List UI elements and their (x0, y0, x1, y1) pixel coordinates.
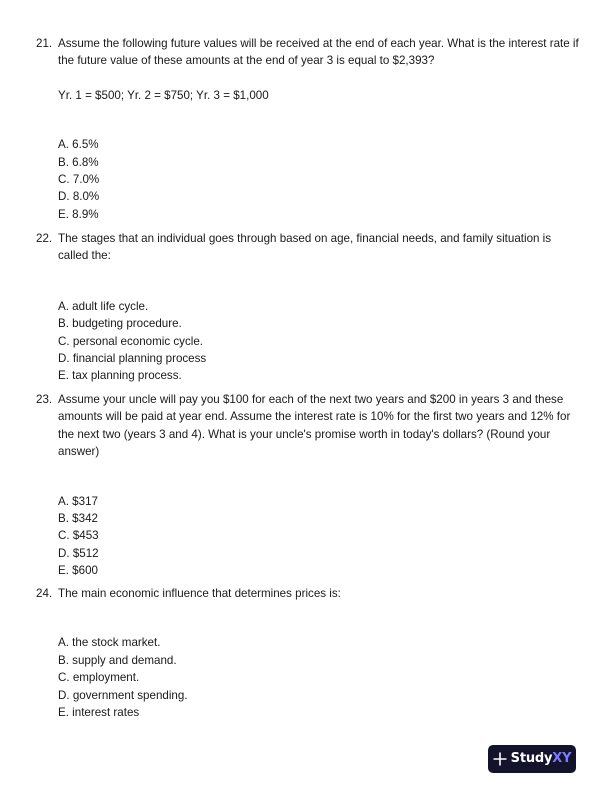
question-text: The main economic influence that determines prices is: (58, 587, 341, 600)
question-number: 21. (36, 37, 53, 50)
plus-icon (493, 752, 507, 766)
answer-options (58, 634, 581, 721)
question-values-line: Yr. 1 = $500; Yr. 2 = $750; Yr. 3 = $1,000 (58, 88, 269, 102)
question-24 (36, 585, 581, 721)
answer-option: C. personal economic cycle. (58, 334, 203, 348)
brand-accent: XY (552, 751, 572, 767)
studyxy-watermark (488, 745, 576, 773)
question-22 (36, 230, 581, 385)
answer-option: D. government spending. (58, 688, 188, 702)
question-number: 23. (36, 393, 53, 406)
question-number: 24. (36, 587, 53, 600)
answer-options (58, 298, 581, 385)
answer-option: B. budgeting procedure. (58, 317, 182, 331)
answer-option: B. 6.8% (58, 155, 99, 169)
answer-option: D. $512 (58, 546, 99, 560)
answer-options (58, 136, 581, 223)
answer-option: B. $342 (58, 512, 98, 526)
question-text: The stages that an individual goes through based on age, financial needs, and family situation is called the: (58, 232, 552, 263)
question-text: Assume the following future values will be received at the end of each year. What is the interest rate if the future value of these amounts at the end of year 3 is equal to $2,393? (58, 37, 579, 68)
brand-main: Study (510, 751, 553, 767)
answer-option: E. $600 (58, 564, 98, 578)
answer-option: E. interest rates (58, 705, 140, 719)
answer-option: A. 6.5% (58, 138, 99, 152)
question-23 (36, 391, 581, 580)
answer-option: E. tax planning process. (58, 369, 182, 383)
answer-option: C. 7.0% (58, 173, 100, 186)
answer-option: C. employment. (58, 671, 140, 685)
answer-option: D. 8.0% (58, 190, 100, 204)
answer-option: A. the stock market. (58, 636, 161, 650)
question-text: Assume your uncle will pay you $100 for each of the next two years and $200 in years 3 and these amounts will be paid at year end. Assume the interest rate is 10% for the first two years and 12% for the next two (years 3 and 4). What is your uncle's promise worth in today's dollars? (Round your answer) (58, 393, 571, 459)
question-number: 22. (36, 232, 53, 245)
answer-option: D. financial planning process (58, 351, 207, 365)
answer-option: A. $317 (58, 494, 98, 508)
answer-option: C. $453 (58, 529, 99, 543)
answer-options (58, 493, 581, 580)
answer-option: E. 8.9% (58, 207, 99, 221)
question-21 (36, 35, 581, 223)
answer-option: A. adult life cycle. (58, 299, 149, 313)
answer-option: B. supply and demand. (58, 653, 177, 667)
